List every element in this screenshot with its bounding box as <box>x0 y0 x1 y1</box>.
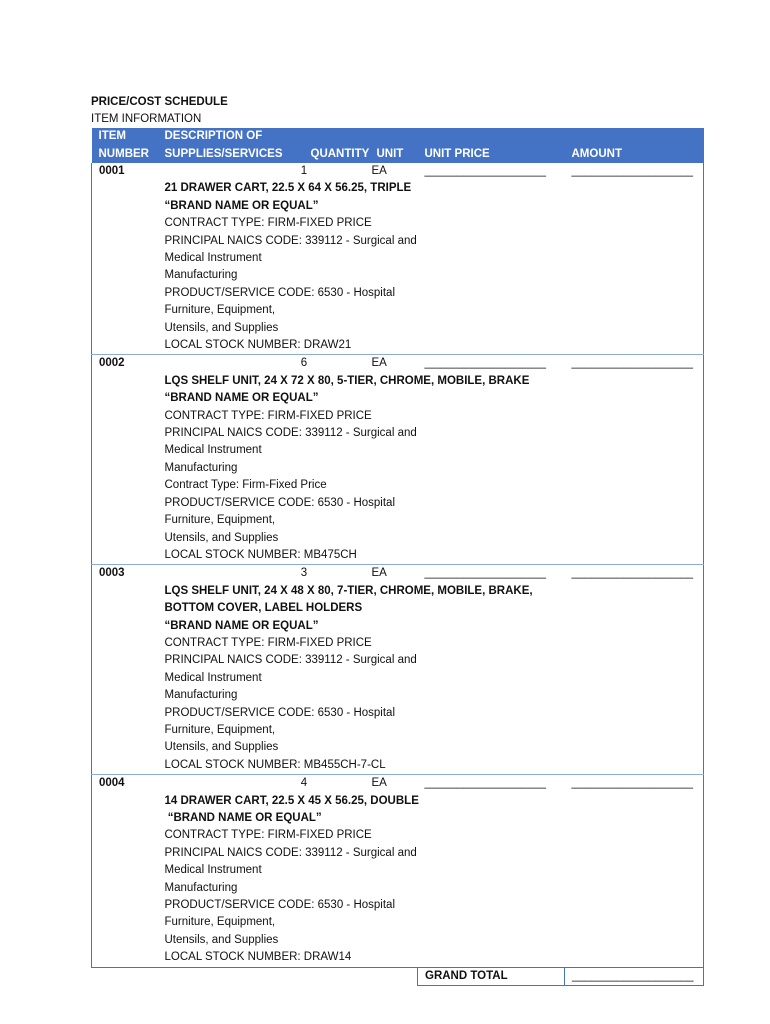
grand-total-row <box>92 967 704 985</box>
item-detail-line: PRINCIPAL NAICS CODE: 339112 - Surgical and Medical Instrument <box>164 846 417 877</box>
item-detail-line: Utensils, and Supplies <box>164 741 279 754</box>
item-title-line: “BRAND NAME OR EQUAL” <box>164 199 319 212</box>
unit-price-field[interactable]: ___________________ <box>418 355 565 565</box>
item-detail-line: Contract Type: Firm-Fixed Price <box>164 479 327 492</box>
amount-field[interactable]: ___________________ <box>565 565 704 775</box>
item-unit: EA <box>371 777 387 790</box>
item-detail-line: LOCAL STOCK NUMBER: MB455CH-7-CL <box>164 758 386 771</box>
item-detail-line: Manufacturing <box>164 689 238 702</box>
page-title: PRICE/COST SCHEDULE <box>91 96 228 108</box>
item-detail-line: PRINCIPAL NAICS CODE: 339112 - Surgical and Medical Instrument <box>164 427 417 457</box>
item-detail-line: Manufacturing <box>164 461 238 474</box>
col-header-unit: UNIT <box>372 128 418 163</box>
item-title-line: 14 DRAWER CART, 22.5 X 45 X 56.25, DOUBLE <box>164 794 419 807</box>
item-detail-line: CONTRACT TYPE: FIRM-FIXED PRICE <box>164 217 372 230</box>
item-title-line: “BRAND NAME OR EQUAL” <box>164 392 319 405</box>
item-quantity: 6 <box>300 357 308 370</box>
item-detail-line: Utensils, and Supplies <box>164 933 279 946</box>
item-title-line: LQS SHELF UNIT, 24 X 72 X 80, 5-TIER, CHROME, MOBILE, BRAKE <box>164 374 530 387</box>
item-detail-line: PRODUCT/SERVICE CODE: 6530 - Hospital Furniture, Equipment, <box>164 899 395 929</box>
item-number: 0003 <box>92 565 158 775</box>
unit-price-field[interactable]: ___________________ <box>418 163 565 355</box>
item-number: 0002 <box>92 355 158 565</box>
item-detail-line: CONTRACT TYPE: FIRM-FIXED PRICE <box>164 636 372 649</box>
item-unit: EA <box>371 357 387 370</box>
col-header-unit-price: UNIT PRICE <box>418 128 565 163</box>
section-subtitle: ITEM INFORMATION <box>91 113 202 125</box>
total-spacer <box>92 967 418 985</box>
item-unit: EA <box>371 165 387 177</box>
item-detail-line: PRODUCT/SERVICE CODE: 6530 - Hospital Furniture, Equipment, <box>164 496 395 527</box>
amount-field[interactable]: ___________________ <box>565 163 704 355</box>
item-detail-line: PRINCIPAL NAICS CODE: 339112 - Surgical and Medical Instrument <box>164 234 417 265</box>
grand-total-amount-field[interactable]: ___________________ <box>565 967 704 985</box>
table-row <box>92 163 704 355</box>
col-header-amount: AMOUNT <box>565 128 704 163</box>
item-description <box>158 163 418 355</box>
item-description <box>158 565 533 775</box>
item-detail-line: LOCAL STOCK NUMBER: DRAW21 <box>164 339 352 352</box>
item-detail-line: Manufacturing <box>164 881 238 894</box>
table-body <box>92 163 704 986</box>
grand-total-label: GRAND TOTAL <box>418 967 565 985</box>
item-title-line: BOTTOM COVER, LABEL HOLDERS <box>164 602 363 615</box>
item-detail-line: Utensils, and Supplies <box>164 321 279 334</box>
table-row <box>92 775 704 967</box>
amount-field[interactable]: ___________________ <box>565 775 704 967</box>
table-header-row <box>92 128 704 163</box>
col-header-item-number: ITEM NUMBER <box>92 128 158 163</box>
item-quantity: 4 <box>300 777 308 790</box>
item-number: 0001 <box>92 163 158 355</box>
item-title-line: 21 DRAWER CART, 22.5 X 64 X 56.25, TRIPLE <box>164 182 412 195</box>
item-quantity: 1 <box>300 165 308 177</box>
item-detail-line: LOCAL STOCK NUMBER: MB475CH <box>164 548 357 561</box>
item-unit: EA <box>371 567 387 580</box>
item-detail-line: CONTRACT TYPE: FIRM-FIXED PRICE <box>164 409 372 422</box>
col-header-description: DESCRIPTION OF SUPPLIES/SERVICES <box>158 128 293 163</box>
table-row <box>92 355 704 565</box>
item-quantity: 3 <box>300 567 308 580</box>
table-row <box>92 565 704 775</box>
item-title-line: LQS SHELF UNIT, 24 X 48 X 80, 7-TIER, CHROME, MOBILE, BRAKE, <box>164 584 533 597</box>
item-detail-line: PRINCIPAL NAICS CODE: 339112 - Surgical and Medical Instrument <box>164 654 417 684</box>
schedule-table <box>91 128 704 986</box>
item-detail-line: Utensils, and Supplies <box>164 531 279 544</box>
item-detail-line: PRODUCT/SERVICE CODE: 6530 - Hospital Furniture, Equipment, <box>164 286 395 317</box>
item-detail-line: CONTRACT TYPE: FIRM-FIXED PRICE <box>164 829 372 842</box>
item-number: 0004 <box>92 775 158 967</box>
item-description <box>158 775 418 967</box>
item-detail-line: Manufacturing <box>164 269 238 282</box>
item-description <box>158 355 530 565</box>
amount-field[interactable]: ___________________ <box>565 355 704 565</box>
item-title-line: “BRAND NAME OR EQUAL” <box>164 811 322 824</box>
price-cost-schedule <box>91 94 703 986</box>
unit-price-field[interactable]: ___________________ <box>418 565 565 775</box>
col-header-quantity: QUANTITY <box>293 128 372 163</box>
item-detail-line: PRODUCT/SERVICE CODE: 6530 - Hospital Furniture, Equipment, <box>164 706 395 736</box>
item-title-line: “BRAND NAME OR EQUAL” <box>164 619 319 632</box>
item-detail-line: LOCAL STOCK NUMBER: DRAW14 <box>164 951 352 964</box>
unit-price-field[interactable]: ___________________ <box>418 775 565 967</box>
